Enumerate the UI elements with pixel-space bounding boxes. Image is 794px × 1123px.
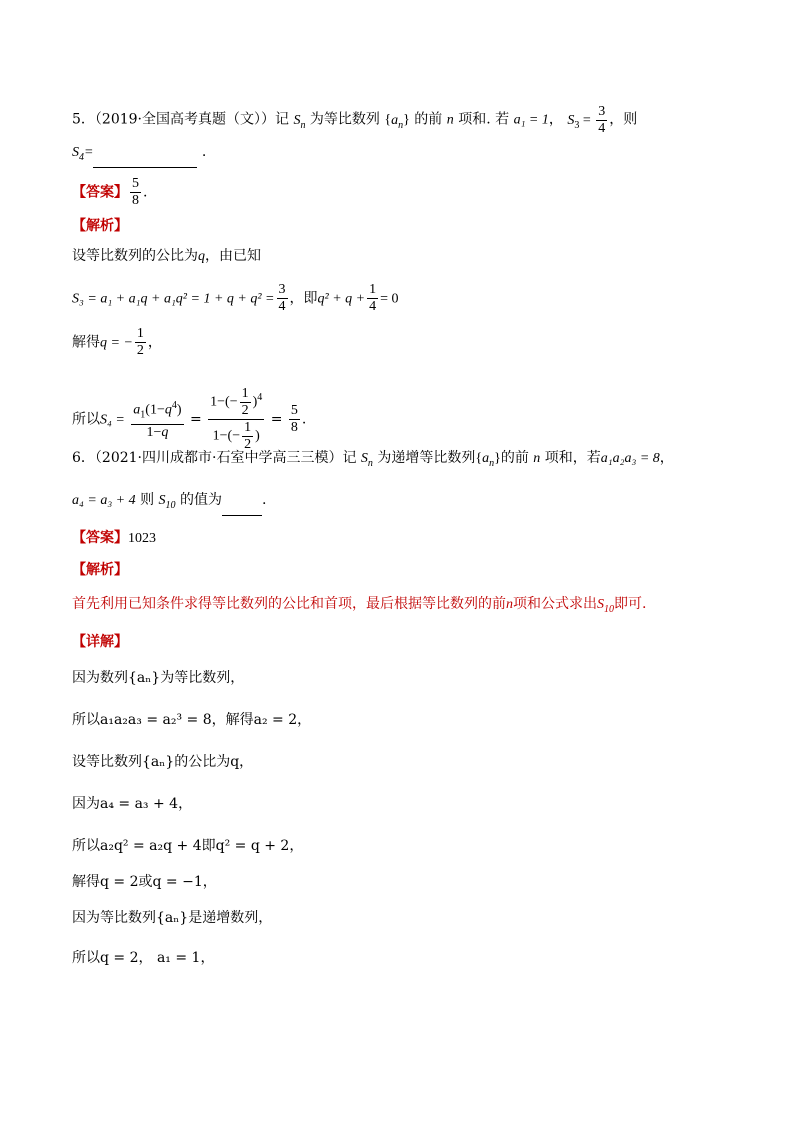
detail-step: 因为a₄ = a₃ + 4， [72,796,193,812]
math-condition: a₁a₂a₃ = 8 [600,451,660,466]
math-an-set: $\{a_n\}$ [384,112,410,131]
problem-5-blank-line: $S_4=$ . [72,142,206,168]
answer-label: 【答案】 [72,530,128,546]
analysis-text: 项和公式求出 [513,596,597,612]
math-sn: $S_n$ [360,451,373,469]
math-expression: S₄ = [100,412,125,428]
fraction-substituted: 1−(− $\frac{1}{2}$ )$^4$ 1−(− $\frac{1}{2}$ ) [210,386,263,452]
detail-step: 解得q = 2或q = −1， [72,874,217,890]
detail-step: 因为数列{aₙ}为等比数列， [72,670,245,686]
fraction-1-4: $\frac{1}{4}$ [369,282,377,314]
problem-source: （2021·四川成都市·石室中学高三三模） [94,450,343,466]
math-s10: $S_{10}$ [597,597,614,615]
statement-text: 项和，若 [540,450,601,466]
math-s10: $S_{10}$ [158,493,176,511]
analysis-text: 首先利用已知条件求得等比数列的公比和首项，最后根据等比数列的前 [72,596,506,612]
problem-6-answer [72,528,156,549]
problem-5-analysis-label [72,216,128,236]
statement-text: 则 [135,492,159,508]
solution-text: ，即 [289,290,318,307]
statement-text: 记 [275,111,294,128]
statement-text: 记 [342,450,361,466]
answer-blank [222,515,262,516]
fraction-3-4: $\frac{3}{4}$ [278,282,286,314]
detail-step: 所以a₂q² = a₂q + 4即q² = q + 2， [72,838,304,854]
analysis-label: 【解析】 [72,218,128,234]
detail-step: 因为等比数列{aₙ}是递增数列， [72,910,273,926]
problem-5-answer: 【答案】 $\frac{5}{8}$ . [72,176,148,208]
math-condition: a₄ = a₃ + 4 [72,493,136,508]
problem-6-statement: 6．（2021·四川成都市·石室中学高三三模）记 $S_n$ 为递增等比数列$\{a_n\}$的前 n 项和，若a₁a₂a₃ = 8， [72,450,674,469]
fraction-1-2: $\frac{1}{2}$ [136,326,144,358]
fraction-result: $\frac{5}{8}$ [290,403,298,435]
math-s3: $S_3$ = $\frac{3}{4}$ [567,104,606,136]
analysis-label: 【解析】 [72,562,128,578]
answer-blank [93,167,197,168]
problem-5-statement [72,104,637,137]
solution-text: 设等比数列的公比为 [72,248,198,264]
math-expression: q = − [100,335,133,351]
math-expression: q² + q + [317,291,366,307]
solution-text: 所以 [72,411,100,428]
detail-label: 【详解】 [72,634,128,650]
statement-text: 的前 [409,111,447,128]
math-an-set: $\{a_n\}$ [475,451,501,469]
math-s4: $S_4=$ [72,145,94,163]
solution-text: ，由已知 [205,248,261,264]
statement-text: 的前 [500,450,534,466]
answer-label: 【答案】 [72,184,128,201]
math-n: n [506,597,513,612]
statement-text: 为递增等比数列 [372,450,476,466]
detail-step: 设等比数列{aₙ}的公比为q， [72,754,254,770]
problem-number: 6． [72,450,95,466]
math-expression: S₃ = a₁ + a₁q + a₁q² = 1 + q + q² = [72,291,275,307]
statement-text: 为等比数列 [305,111,385,128]
solution-text: 解得 [72,334,100,351]
math-expression: = 0 [380,291,399,307]
math-cond1: a₁ = 1 [513,112,549,128]
math-n: n [533,451,541,466]
math-sn: $S_n$ [293,112,306,131]
math-n: n [446,112,454,128]
problem-5-solution-line-2 [72,282,399,315]
statement-text: ，则 [609,111,638,128]
answer-fraction: $\frac{5}{8}$ [132,176,139,208]
problem-6-statement-line-2: a₄ = a₃ + 4 则 $S_{10}$ 的值为 . [72,490,266,516]
statement-text: ， [548,111,568,128]
problem-5-solution-line-4: 所以S₄ = $\frac{a_1(1-q^4)}{1-q}$ = 1−(− $\frac{1}{2}$ )$^4$ 1−(− $\frac{1}{2}$ ) = $\frac{5}{8}$ . [72,386,307,452]
statement-text: 项和. 若 [453,111,514,128]
analysis-text: 即可. [614,596,647,612]
detail-step: 所以a₁a₂a₃ = a₂³ = 8，解得a₂ = 2， [72,712,312,728]
problem-6-detail-label [72,632,128,652]
answer-value: 1023 [128,531,156,546]
math-q: q [198,249,205,264]
problem-5-solution-line-1 [72,246,261,267]
fraction-formula: $\frac{a_1(1-q^4)}{1-q}$ [133,400,182,440]
detail-step: 所以q = 2， a₁ = 1， [72,950,215,966]
statement-text: 的值为 [175,492,222,508]
problem-5-solution-line-3: 解得q = − $\frac{1}{2}$ ， [72,326,162,358]
problem-6-analysis-label [72,560,128,580]
problem-6-analysis-text [72,594,646,620]
problem-source: （2019·全国高考真题（文）） [94,111,276,128]
problem-number: 5． [72,111,95,128]
